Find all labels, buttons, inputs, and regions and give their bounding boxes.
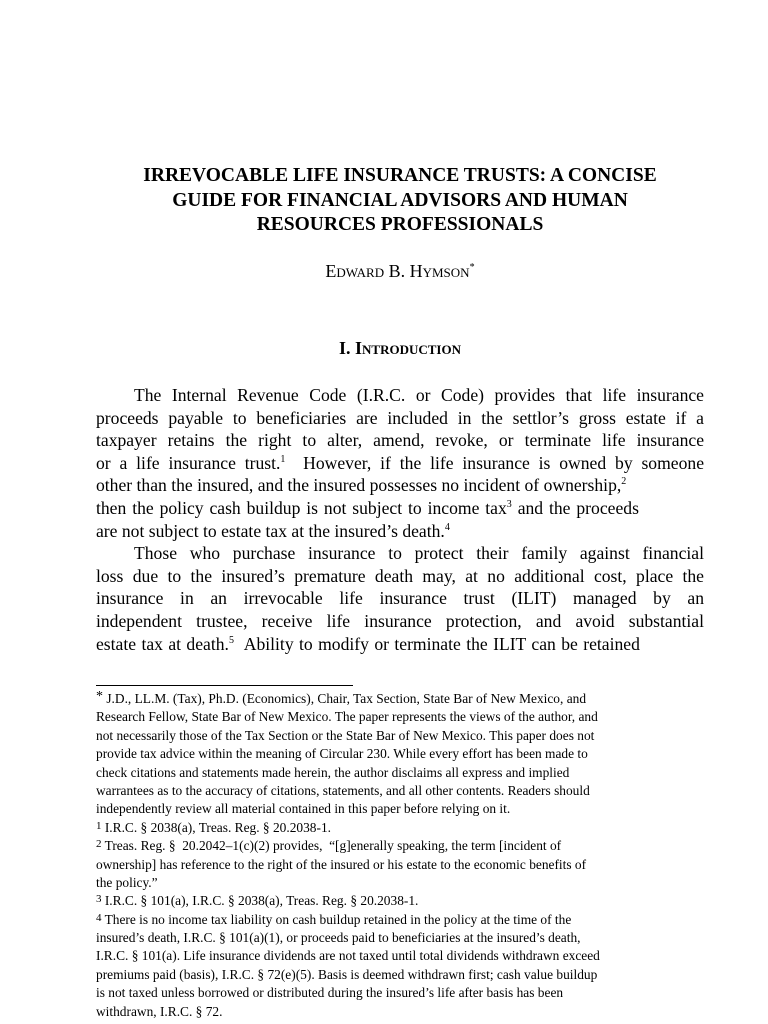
author-first-initial: E (325, 261, 337, 281)
footnote-ref-2: 2 (621, 476, 627, 488)
author-middle: B. (384, 261, 410, 281)
section-number: I. (339, 338, 356, 358)
footnote-ref-1: 1 (280, 453, 286, 465)
body-line: then the policy cash buildup is not subject to income tax$^3$ and the proceeds (96, 497, 639, 518)
title-line: IRREVOCABLE LIFE INSURANCE TRUSTS: A CONCISE (143, 165, 657, 186)
footnote-star: * J.D., LL.M. (Tax), Ph.D. (Economics), Chair, Tax Section, State Bar of New Mexico, and Research Fellow, State Bar of New Mexico. The paper represents the views of the author, and not necessarily those of the Tax Section or the State Bar of New Mexico. This paper does not provide tax advice within the meaning of Circular 230. While every effort has been made to check citations and statements made herein, the author disclaims all express and implied warrantees as to the accuracy of citations, statements, and all other contents. Readers should independently review all material contained in this paper before relying on it. (96, 689, 598, 817)
body-line: taxpayer retains the right to alter, amend, revoke, or terminate life insurance (96, 430, 704, 451)
footnote-ref-4: 4 (444, 521, 450, 533)
author-footnote-marker: * (469, 262, 475, 273)
author-first-rest: dward (336, 261, 385, 281)
paper-title (96, 164, 704, 238)
footnotes (96, 690, 704, 1021)
footnote-marker: 2 (96, 838, 102, 851)
footnote-separator (96, 685, 353, 686)
footnote-4: $^4$ There is no income tax liability on cash buildup retained in the policy at the time of the insured’s death, I.R.C. § 101(a)(1), or proceeds paid to beneficiaries at the insured’s death, I.R.C. § 101(a). Life insurance dividends are not taxed until total dividends withdrawn exceed premiums paid (basis), I.R.C. § 72(e)(5). Basis is deemed withdrawn first; cash value buildup is not taxed unless borrowed or distributed during the insured’s life after basis has been withdrawn, I.R.C. § 72. (96, 911, 600, 1019)
section-title-rest: ntroduction (362, 338, 461, 358)
footnote-marker: 3 (96, 893, 102, 906)
footnote-3: $^3$ I.R.C. § 101(a), I.R.C. § 2038(a), Treas. Reg. § 20.2038-1. (96, 893, 419, 909)
footnote-ref-5: 5 (228, 634, 234, 646)
title-line: RESOURCES PROFESSIONALS (256, 214, 544, 235)
footnote-marker: 1 (96, 819, 102, 832)
body-text (96, 384, 704, 655)
title-line: GUIDE FOR FINANCIAL ADVISORS AND HUMAN (172, 189, 628, 211)
body-line: Those who purchase insurance to protect their family against financial (134, 543, 704, 564)
section-first-letter: I (355, 338, 363, 358)
body-line: independent trustee, receive life insurance protection, and avoid substantial (96, 610, 704, 631)
footnote-marker: 4 (96, 911, 102, 924)
footnote-marker: * (96, 689, 103, 704)
author-last-rest: ymson (422, 261, 470, 281)
body-line: other than the insured, and the insured possesses no incident of ownership,$^2$ (96, 475, 627, 496)
body-line: estate tax at death.$^5$ Ability to modify or terminate the ILIT can be retained (96, 633, 640, 654)
section-heading (96, 337, 704, 359)
body-line: insurance in an irrevocable life insurance trust (ILIT) managed by an (96, 588, 704, 609)
footnote-1: $^1$ I.R.C. § 2038(a), Treas. Reg. § 20.2038-1. (96, 819, 331, 835)
author-name (96, 260, 704, 282)
body-line: or a life insurance trust.$^1$ However, if the life insurance is owned by someone (96, 452, 704, 473)
body-line: loss due to the insured’s premature death may, at no additional cost, place the (96, 565, 704, 586)
body-line: The Internal Revenue Code (I.R.C. or Code) provides that life insurance (134, 385, 704, 405)
footnote-ref-3: 3 (506, 499, 512, 511)
author-last-initial: H (409, 261, 423, 281)
body-line: proceeds payable to beneficiaries are included in the settlor’s gross estate if a (96, 407, 704, 428)
footnote-2: $^2$ Treas. Reg. § 20.2042–1(c)(2) provides, “[g]enerally speaking, the term [incident of ownership] has reference to the right of the insured or his estate to the economic benefits of the policy.” (96, 838, 587, 890)
body-line: are not subject to estate tax at the insured’s death.$^4$ (96, 520, 450, 541)
